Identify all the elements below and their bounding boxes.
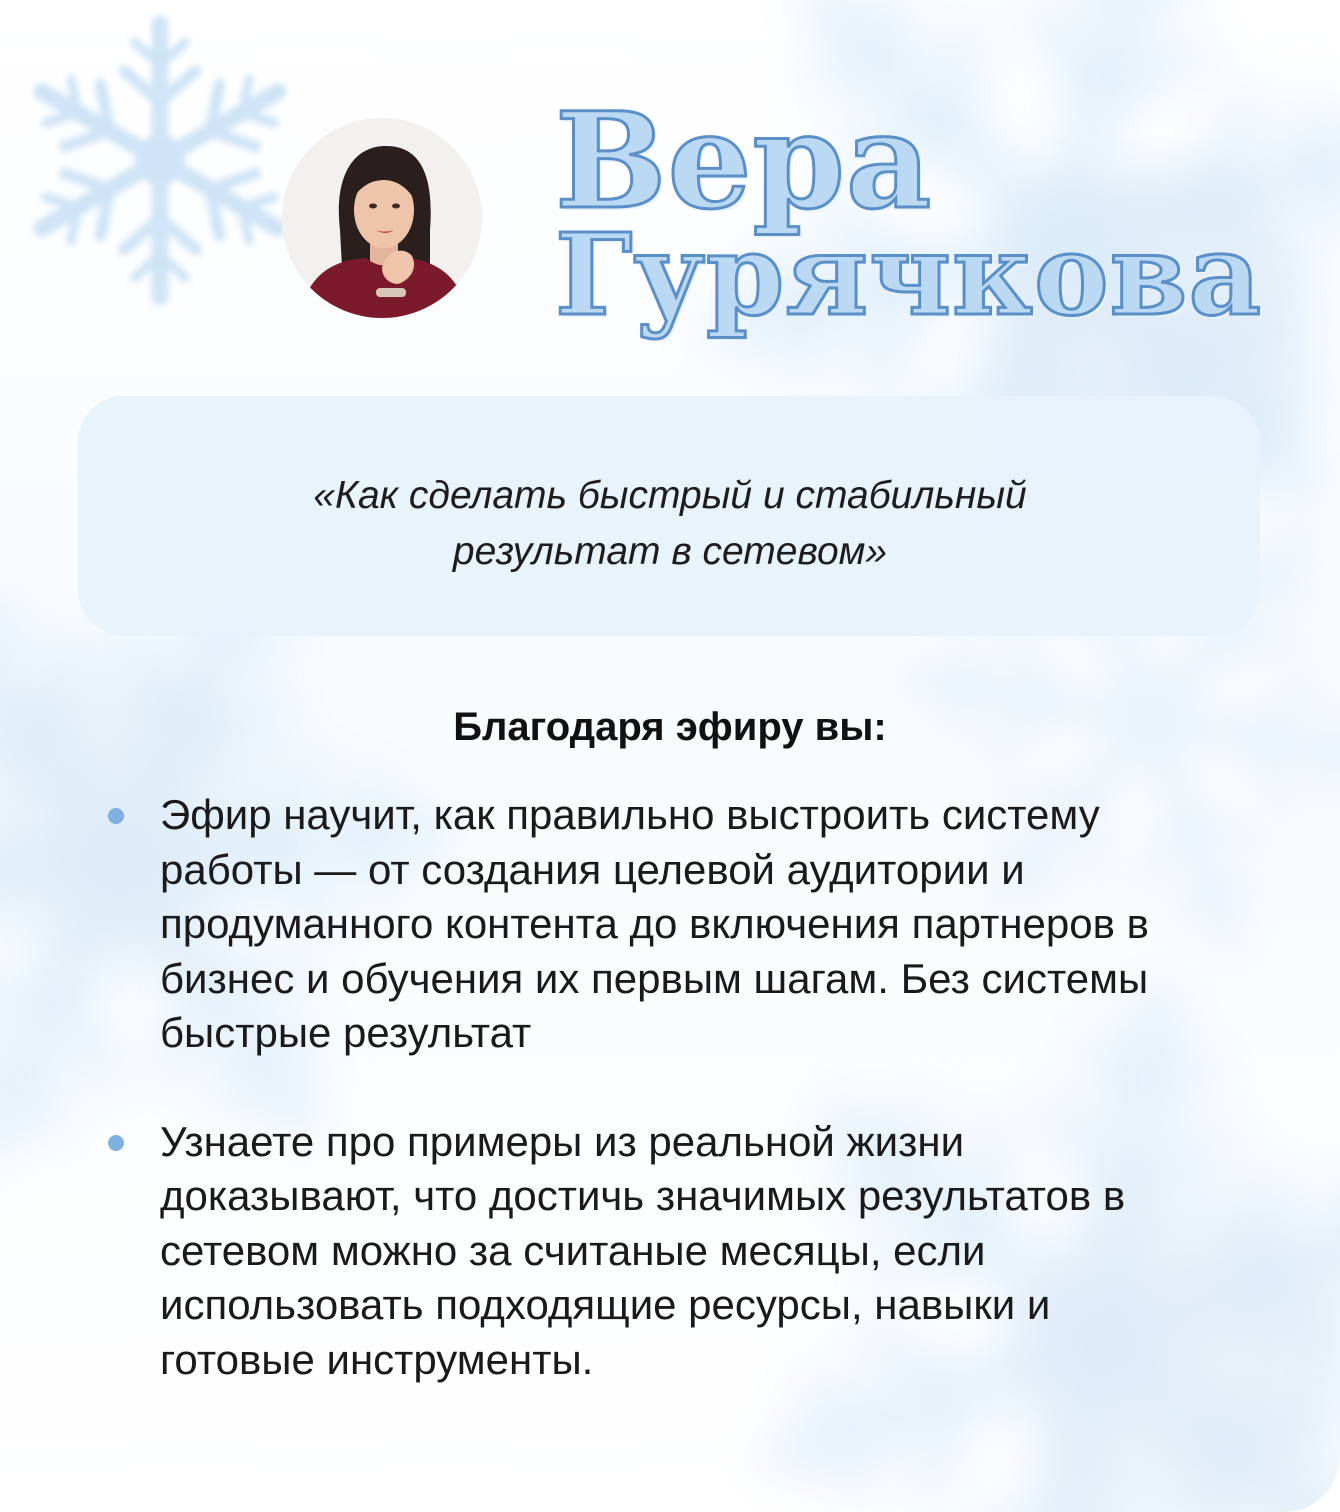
text-line: использовать подходящие ресурсы, навыки и: [160, 1281, 1051, 1328]
speaker-portrait: [282, 118, 482, 318]
speaker-name: [555, 84, 1263, 341]
topic-title: [0, 468, 1340, 580]
speaker-name-last: Гурячкова: [555, 210, 1263, 341]
text-line: готовые инструменты.: [160, 1335, 594, 1383]
list-item-text: [160, 788, 1268, 1061]
text-line: сетевом можно за считаные месяцы, если: [160, 1226, 986, 1274]
text-line: Эфир научит, как правильно выстроить систему: [160, 791, 1100, 838]
list-item: [108, 788, 1268, 1061]
list-item: [108, 1115, 1268, 1388]
text-line: доказывают, что достичь значимых результатов в: [160, 1172, 1126, 1219]
benefits-heading: Благодаря эфиру вы:: [453, 705, 887, 749]
speaker-name-first: Вера: [555, 84, 933, 239]
topic-line: результат в сетевом»: [452, 530, 888, 573]
list-item-text: [160, 1115, 1268, 1388]
benefits-list: [108, 788, 1268, 1387]
bullet-dot-icon: [108, 1135, 124, 1151]
text-line: Узнаете про примеры из реальной жизни: [160, 1117, 965, 1165]
text-line: бизнес и обучения их первым шагам. Без системы: [160, 954, 1149, 1002]
topic-line: «Как сделать быстрый и стабильный: [313, 474, 1027, 517]
speaker-avatar: [282, 118, 482, 318]
snowflake-icon: [24, 24, 296, 297]
bullet-dot-icon: [108, 808, 124, 824]
text-line: продуманного контента до включения партнеров в: [160, 900, 1149, 947]
text-line: работы — от создания целевой аудитории и: [160, 845, 1025, 893]
text-line: быстрые результат: [160, 1009, 532, 1056]
